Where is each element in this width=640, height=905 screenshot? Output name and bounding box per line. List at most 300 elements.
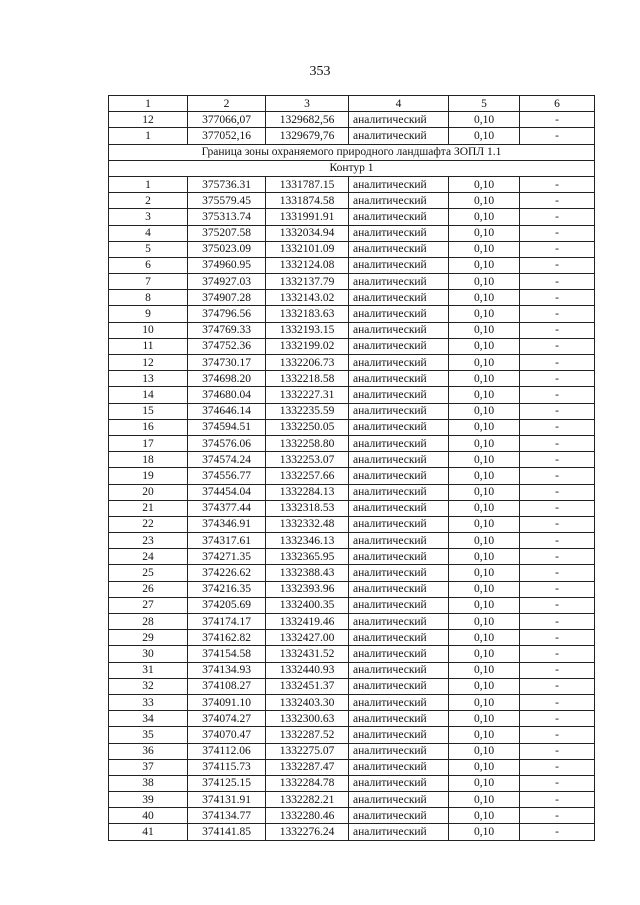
x-coordinate-cell: 374594.51 bbox=[188, 419, 266, 435]
table-row bbox=[109, 533, 595, 549]
point-number-cell: 13 bbox=[109, 371, 188, 387]
x-coordinate-cell: 374226.62 bbox=[188, 565, 266, 581]
point-number-cell: 41 bbox=[109, 824, 188, 840]
y-coordinate-cell: 1332258.80 bbox=[266, 435, 349, 451]
table-row bbox=[109, 176, 595, 192]
method-cell: аналитический bbox=[349, 727, 449, 743]
point-number-cell: 12 bbox=[109, 355, 188, 371]
table-row bbox=[109, 727, 595, 743]
point-number-cell: 10 bbox=[109, 322, 188, 338]
x-coordinate-cell: 375736.31 bbox=[188, 176, 266, 192]
point-number-cell: 38 bbox=[109, 775, 188, 791]
table-row bbox=[109, 824, 595, 840]
note-cell: - bbox=[520, 500, 595, 516]
accuracy-cell: 0,10 bbox=[449, 662, 520, 678]
note-cell: - bbox=[520, 403, 595, 419]
y-coordinate-cell: 1332393.96 bbox=[266, 581, 349, 597]
point-number-cell: 26 bbox=[109, 581, 188, 597]
y-coordinate-cell: 1332332.48 bbox=[266, 516, 349, 532]
accuracy-cell: 0,10 bbox=[449, 630, 520, 646]
accuracy-cell: 0,10 bbox=[449, 711, 520, 727]
table-row bbox=[109, 355, 595, 371]
point-number-cell: 27 bbox=[109, 597, 188, 613]
point-number-cell: 3 bbox=[109, 209, 188, 225]
x-coordinate-cell: 374454.04 bbox=[188, 484, 266, 500]
y-coordinate-cell: 1332282.21 bbox=[266, 792, 349, 808]
table-row bbox=[109, 759, 595, 775]
y-coordinate-cell: 1332346.13 bbox=[266, 533, 349, 549]
accuracy-cell: 0,10 bbox=[449, 516, 520, 532]
x-coordinate-cell: 374074.27 bbox=[188, 711, 266, 727]
x-coordinate-cell: 374141.85 bbox=[188, 824, 266, 840]
y-coordinate-cell: 1332199.02 bbox=[266, 338, 349, 354]
method-cell: аналитический bbox=[349, 387, 449, 403]
accuracy-cell: 0,10 bbox=[449, 694, 520, 710]
accuracy-cell: 0,10 bbox=[449, 565, 520, 581]
note-cell: - bbox=[520, 128, 595, 144]
table-row bbox=[109, 646, 595, 662]
table-row bbox=[109, 290, 595, 306]
y-coordinate-cell: 1332388.43 bbox=[266, 565, 349, 581]
note-cell: - bbox=[520, 387, 595, 403]
x-coordinate-cell: 374205.69 bbox=[188, 597, 266, 613]
note-cell: - bbox=[520, 824, 595, 840]
method-cell: аналитический bbox=[349, 209, 449, 225]
method-cell: аналитический bbox=[349, 452, 449, 468]
note-cell: - bbox=[520, 209, 595, 225]
x-coordinate-cell: 374377.44 bbox=[188, 500, 266, 516]
method-cell: аналитический bbox=[349, 565, 449, 581]
y-coordinate-cell: 1332143.02 bbox=[266, 290, 349, 306]
x-coordinate-cell: 374108.27 bbox=[188, 678, 266, 694]
method-cell: аналитический bbox=[349, 597, 449, 613]
note-cell: - bbox=[520, 581, 595, 597]
header-cell: 4 bbox=[349, 96, 449, 112]
x-coordinate-cell: 377052,16 bbox=[188, 128, 266, 144]
point-number-cell: 22 bbox=[109, 516, 188, 532]
table-row bbox=[109, 565, 595, 581]
x-coordinate-cell: 374574.24 bbox=[188, 452, 266, 468]
y-coordinate-cell: 1332427.00 bbox=[266, 630, 349, 646]
point-number-cell: 30 bbox=[109, 646, 188, 662]
point-number-cell: 14 bbox=[109, 387, 188, 403]
accuracy-cell: 0,10 bbox=[449, 257, 520, 273]
y-coordinate-cell: 1332235.59 bbox=[266, 403, 349, 419]
y-coordinate-cell: 1331874.58 bbox=[266, 193, 349, 209]
accuracy-cell: 0,10 bbox=[449, 614, 520, 630]
method-cell: аналитический bbox=[349, 484, 449, 500]
point-number-cell: 1 bbox=[109, 128, 188, 144]
y-coordinate-cell: 1332227.31 bbox=[266, 387, 349, 403]
point-number-cell: 2 bbox=[109, 193, 188, 209]
point-number-cell: 8 bbox=[109, 290, 188, 306]
accuracy-cell: 0,10 bbox=[449, 581, 520, 597]
point-number-cell: 19 bbox=[109, 468, 188, 484]
table-row bbox=[109, 274, 595, 290]
table-row bbox=[109, 387, 595, 403]
note-cell: - bbox=[520, 193, 595, 209]
method-cell: аналитический bbox=[349, 630, 449, 646]
y-coordinate-cell: 1332250.05 bbox=[266, 419, 349, 435]
contour-title: Контур 1 bbox=[109, 160, 595, 176]
x-coordinate-cell: 374216.35 bbox=[188, 581, 266, 597]
accuracy-cell: 0,10 bbox=[449, 338, 520, 354]
header-cell: 2 bbox=[188, 96, 266, 112]
y-coordinate-cell: 1332365.95 bbox=[266, 549, 349, 565]
x-coordinate-cell: 374271.35 bbox=[188, 549, 266, 565]
table-row bbox=[109, 614, 595, 630]
x-coordinate-cell: 374730.17 bbox=[188, 355, 266, 371]
note-cell: - bbox=[520, 694, 595, 710]
y-coordinate-cell: 1332403.30 bbox=[266, 694, 349, 710]
page-number: 353 bbox=[309, 64, 331, 79]
table-row bbox=[109, 241, 595, 257]
method-cell: аналитический bbox=[349, 743, 449, 759]
x-coordinate-cell: 374752.36 bbox=[188, 338, 266, 354]
note-cell: - bbox=[520, 565, 595, 581]
point-number-cell: 28 bbox=[109, 614, 188, 630]
x-coordinate-cell: 374698.20 bbox=[188, 371, 266, 387]
header-cell: 5 bbox=[449, 96, 520, 112]
accuracy-cell: 0,10 bbox=[449, 209, 520, 225]
point-number-cell: 15 bbox=[109, 403, 188, 419]
y-coordinate-cell: 1331991.91 bbox=[266, 209, 349, 225]
note-cell: - bbox=[520, 614, 595, 630]
method-cell: аналитический bbox=[349, 694, 449, 710]
method-cell: аналитический bbox=[349, 274, 449, 290]
y-coordinate-cell: 1332275.07 bbox=[266, 743, 349, 759]
accuracy-cell: 0,10 bbox=[449, 759, 520, 775]
y-coordinate-cell: 1332287.47 bbox=[266, 759, 349, 775]
x-coordinate-cell: 374680.04 bbox=[188, 387, 266, 403]
accuracy-cell: 0,10 bbox=[449, 112, 520, 128]
x-coordinate-cell: 374134.93 bbox=[188, 662, 266, 678]
method-cell: аналитический bbox=[349, 193, 449, 209]
accuracy-cell: 0,10 bbox=[449, 727, 520, 743]
note-cell: - bbox=[520, 743, 595, 759]
table-row bbox=[109, 452, 595, 468]
method-cell: аналитический bbox=[349, 516, 449, 532]
x-coordinate-cell: 374125.15 bbox=[188, 775, 266, 791]
point-number-cell: 25 bbox=[109, 565, 188, 581]
accuracy-cell: 0,10 bbox=[449, 176, 520, 192]
zone-title-row bbox=[109, 144, 595, 160]
note-cell: - bbox=[520, 322, 595, 338]
table-row bbox=[109, 257, 595, 273]
method-cell: аналитический bbox=[349, 241, 449, 257]
point-number-cell: 35 bbox=[109, 727, 188, 743]
point-number-cell: 37 bbox=[109, 759, 188, 775]
x-coordinate-cell: 374115.73 bbox=[188, 759, 266, 775]
table-row bbox=[109, 662, 595, 678]
zone-title: Граница зоны охраняемого природного ландшафта ЗОПЛ 1.1 bbox=[109, 144, 595, 160]
y-coordinate-cell: 1332440.93 bbox=[266, 662, 349, 678]
y-coordinate-cell: 1332451.37 bbox=[266, 678, 349, 694]
y-coordinate-cell: 1332284.78 bbox=[266, 775, 349, 791]
x-coordinate-cell: 374346.91 bbox=[188, 516, 266, 532]
note-cell: - bbox=[520, 484, 595, 500]
point-number-cell: 16 bbox=[109, 419, 188, 435]
point-number-cell: 21 bbox=[109, 500, 188, 516]
note-cell: - bbox=[520, 225, 595, 241]
point-number-cell: 24 bbox=[109, 549, 188, 565]
point-number-cell: 1 bbox=[109, 176, 188, 192]
point-number-cell: 17 bbox=[109, 435, 188, 451]
y-coordinate-cell: 1332284.13 bbox=[266, 484, 349, 500]
method-cell: аналитический bbox=[349, 468, 449, 484]
method-cell: аналитический bbox=[349, 290, 449, 306]
table-row bbox=[109, 484, 595, 500]
table-row bbox=[109, 225, 595, 241]
y-coordinate-cell: 1332300.63 bbox=[266, 711, 349, 727]
point-number-cell: 20 bbox=[109, 484, 188, 500]
coordinates-table-body bbox=[109, 96, 595, 841]
method-cell: аналитический bbox=[349, 306, 449, 322]
accuracy-cell: 0,10 bbox=[449, 274, 520, 290]
method-cell: аналитический bbox=[349, 257, 449, 273]
accuracy-cell: 0,10 bbox=[449, 290, 520, 306]
method-cell: аналитический bbox=[349, 549, 449, 565]
table-row bbox=[109, 338, 595, 354]
point-number-cell: 33 bbox=[109, 694, 188, 710]
accuracy-cell: 0,10 bbox=[449, 468, 520, 484]
table-row bbox=[109, 193, 595, 209]
point-number-cell: 4 bbox=[109, 225, 188, 241]
note-cell: - bbox=[520, 306, 595, 322]
accuracy-cell: 0,10 bbox=[449, 500, 520, 516]
note-cell: - bbox=[520, 452, 595, 468]
point-number-cell: 23 bbox=[109, 533, 188, 549]
method-cell: аналитический bbox=[349, 112, 449, 128]
y-coordinate-cell: 1332400.35 bbox=[266, 597, 349, 613]
note-cell: - bbox=[520, 257, 595, 273]
method-cell: аналитический bbox=[349, 355, 449, 371]
note-cell: - bbox=[520, 176, 595, 192]
x-coordinate-cell: 375207.58 bbox=[188, 225, 266, 241]
note-cell: - bbox=[520, 549, 595, 565]
method-cell: аналитический bbox=[349, 338, 449, 354]
method-cell: аналитический bbox=[349, 435, 449, 451]
note-cell: - bbox=[520, 630, 595, 646]
table-row bbox=[109, 678, 595, 694]
table-row bbox=[109, 371, 595, 387]
accuracy-cell: 0,10 bbox=[449, 646, 520, 662]
point-number-cell: 5 bbox=[109, 241, 188, 257]
point-number-cell: 7 bbox=[109, 274, 188, 290]
note-cell: - bbox=[520, 241, 595, 257]
x-coordinate-cell: 374576.06 bbox=[188, 435, 266, 451]
note-cell: - bbox=[520, 516, 595, 532]
x-coordinate-cell: 374556.77 bbox=[188, 468, 266, 484]
header-cell: 3 bbox=[266, 96, 349, 112]
table-header-row bbox=[109, 96, 595, 112]
x-coordinate-cell: 374960.95 bbox=[188, 257, 266, 273]
x-coordinate-cell: 374070.47 bbox=[188, 727, 266, 743]
note-cell: - bbox=[520, 775, 595, 791]
method-cell: аналитический bbox=[349, 614, 449, 630]
point-number-cell: 12 bbox=[109, 112, 188, 128]
point-number-cell: 9 bbox=[109, 306, 188, 322]
point-number-cell: 34 bbox=[109, 711, 188, 727]
method-cell: аналитический bbox=[349, 403, 449, 419]
note-cell: - bbox=[520, 808, 595, 824]
table-row bbox=[109, 630, 595, 646]
note-cell: - bbox=[520, 662, 595, 678]
x-coordinate-cell: 374134.77 bbox=[188, 808, 266, 824]
method-cell: аналитический bbox=[349, 646, 449, 662]
accuracy-cell: 0,10 bbox=[449, 371, 520, 387]
method-cell: аналитический bbox=[349, 792, 449, 808]
method-cell: аналитический bbox=[349, 371, 449, 387]
table-row bbox=[109, 694, 595, 710]
table-row bbox=[109, 711, 595, 727]
accuracy-cell: 0,10 bbox=[449, 128, 520, 144]
method-cell: аналитический bbox=[349, 775, 449, 791]
note-cell: - bbox=[520, 419, 595, 435]
method-cell: аналитический bbox=[349, 128, 449, 144]
table-row bbox=[109, 322, 595, 338]
table-row bbox=[109, 549, 595, 565]
y-coordinate-cell: 1332253.07 bbox=[266, 452, 349, 468]
accuracy-cell: 0,10 bbox=[449, 403, 520, 419]
y-coordinate-cell: 1332034.94 bbox=[266, 225, 349, 241]
note-cell: - bbox=[520, 468, 595, 484]
method-cell: аналитический bbox=[349, 759, 449, 775]
y-coordinate-cell: 1331787.15 bbox=[266, 176, 349, 192]
x-coordinate-cell: 374927.03 bbox=[188, 274, 266, 290]
y-coordinate-cell: 1329682,56 bbox=[266, 112, 349, 128]
table-row bbox=[109, 403, 595, 419]
point-number-cell: 6 bbox=[109, 257, 188, 273]
header-cell: 6 bbox=[520, 96, 595, 112]
y-coordinate-cell: 1332419.46 bbox=[266, 614, 349, 630]
table-row bbox=[109, 435, 595, 451]
y-coordinate-cell: 1329679,76 bbox=[266, 128, 349, 144]
accuracy-cell: 0,10 bbox=[449, 775, 520, 791]
method-cell: аналитический bbox=[349, 662, 449, 678]
x-coordinate-cell: 374769.33 bbox=[188, 322, 266, 338]
y-coordinate-cell: 1332276.24 bbox=[266, 824, 349, 840]
method-cell: аналитический bbox=[349, 322, 449, 338]
method-cell: аналитический bbox=[349, 500, 449, 516]
accuracy-cell: 0,10 bbox=[449, 533, 520, 549]
x-coordinate-cell: 374174.17 bbox=[188, 614, 266, 630]
accuracy-cell: 0,10 bbox=[449, 435, 520, 451]
table-row bbox=[109, 597, 595, 613]
method-cell: аналитический bbox=[349, 225, 449, 241]
table-row bbox=[109, 743, 595, 759]
accuracy-cell: 0,10 bbox=[449, 549, 520, 565]
x-coordinate-cell: 374091.10 bbox=[188, 694, 266, 710]
point-number-cell: 31 bbox=[109, 662, 188, 678]
point-number-cell: 18 bbox=[109, 452, 188, 468]
method-cell: аналитический bbox=[349, 419, 449, 435]
table-row bbox=[109, 581, 595, 597]
note-cell: - bbox=[520, 371, 595, 387]
y-coordinate-cell: 1332124.08 bbox=[266, 257, 349, 273]
note-cell: - bbox=[520, 355, 595, 371]
y-coordinate-cell: 1332218.58 bbox=[266, 371, 349, 387]
x-coordinate-cell: 377066,07 bbox=[188, 112, 266, 128]
y-coordinate-cell: 1332193.15 bbox=[266, 322, 349, 338]
point-number-cell: 29 bbox=[109, 630, 188, 646]
x-coordinate-cell: 375579.45 bbox=[188, 193, 266, 209]
accuracy-cell: 0,10 bbox=[449, 225, 520, 241]
table-row bbox=[109, 500, 595, 516]
table-row bbox=[109, 128, 595, 144]
note-cell: - bbox=[520, 711, 595, 727]
method-cell: аналитический bbox=[349, 824, 449, 840]
accuracy-cell: 0,10 bbox=[449, 743, 520, 759]
point-number-cell: 40 bbox=[109, 808, 188, 824]
method-cell: аналитический bbox=[349, 581, 449, 597]
accuracy-cell: 0,10 bbox=[449, 193, 520, 209]
point-number-cell: 11 bbox=[109, 338, 188, 354]
note-cell: - bbox=[520, 112, 595, 128]
x-coordinate-cell: 374154.58 bbox=[188, 646, 266, 662]
x-coordinate-cell: 374796.56 bbox=[188, 306, 266, 322]
point-number-cell: 32 bbox=[109, 678, 188, 694]
note-cell: - bbox=[520, 338, 595, 354]
y-coordinate-cell: 1332137.79 bbox=[266, 274, 349, 290]
table-row bbox=[109, 516, 595, 532]
table-row bbox=[109, 468, 595, 484]
note-cell: - bbox=[520, 678, 595, 694]
table-row bbox=[109, 808, 595, 824]
note-cell: - bbox=[520, 597, 595, 613]
method-cell: аналитический bbox=[349, 678, 449, 694]
note-cell: - bbox=[520, 792, 595, 808]
y-coordinate-cell: 1332183.63 bbox=[266, 306, 349, 322]
x-coordinate-cell: 374907.28 bbox=[188, 290, 266, 306]
accuracy-cell: 0,10 bbox=[449, 322, 520, 338]
header-cell: 1 bbox=[109, 96, 188, 112]
point-number-cell: 36 bbox=[109, 743, 188, 759]
note-cell: - bbox=[520, 435, 595, 451]
accuracy-cell: 0,10 bbox=[449, 419, 520, 435]
accuracy-cell: 0,10 bbox=[449, 597, 520, 613]
note-cell: - bbox=[520, 646, 595, 662]
y-coordinate-cell: 1332318.53 bbox=[266, 500, 349, 516]
note-cell: - bbox=[520, 533, 595, 549]
x-coordinate-cell: 374131.91 bbox=[188, 792, 266, 808]
y-coordinate-cell: 1332257.66 bbox=[266, 468, 349, 484]
method-cell: аналитический bbox=[349, 176, 449, 192]
x-coordinate-cell: 374162.82 bbox=[188, 630, 266, 646]
accuracy-cell: 0,10 bbox=[449, 824, 520, 840]
y-coordinate-cell: 1332431.52 bbox=[266, 646, 349, 662]
x-coordinate-cell: 375313.74 bbox=[188, 209, 266, 225]
note-cell: - bbox=[520, 727, 595, 743]
accuracy-cell: 0,10 bbox=[449, 241, 520, 257]
accuracy-cell: 0,10 bbox=[449, 306, 520, 322]
note-cell: - bbox=[520, 274, 595, 290]
table-row bbox=[109, 792, 595, 808]
accuracy-cell: 0,10 bbox=[449, 808, 520, 824]
contour-title-row bbox=[109, 160, 595, 176]
accuracy-cell: 0,10 bbox=[449, 484, 520, 500]
y-coordinate-cell: 1332287.52 bbox=[266, 727, 349, 743]
method-cell: аналитический bbox=[349, 808, 449, 824]
y-coordinate-cell: 1332206.73 bbox=[266, 355, 349, 371]
method-cell: аналитический bbox=[349, 533, 449, 549]
table-row bbox=[109, 209, 595, 225]
accuracy-cell: 0,10 bbox=[449, 678, 520, 694]
table-row bbox=[109, 419, 595, 435]
note-cell: - bbox=[520, 290, 595, 306]
x-coordinate-cell: 374646.14 bbox=[188, 403, 266, 419]
table-row bbox=[109, 306, 595, 322]
